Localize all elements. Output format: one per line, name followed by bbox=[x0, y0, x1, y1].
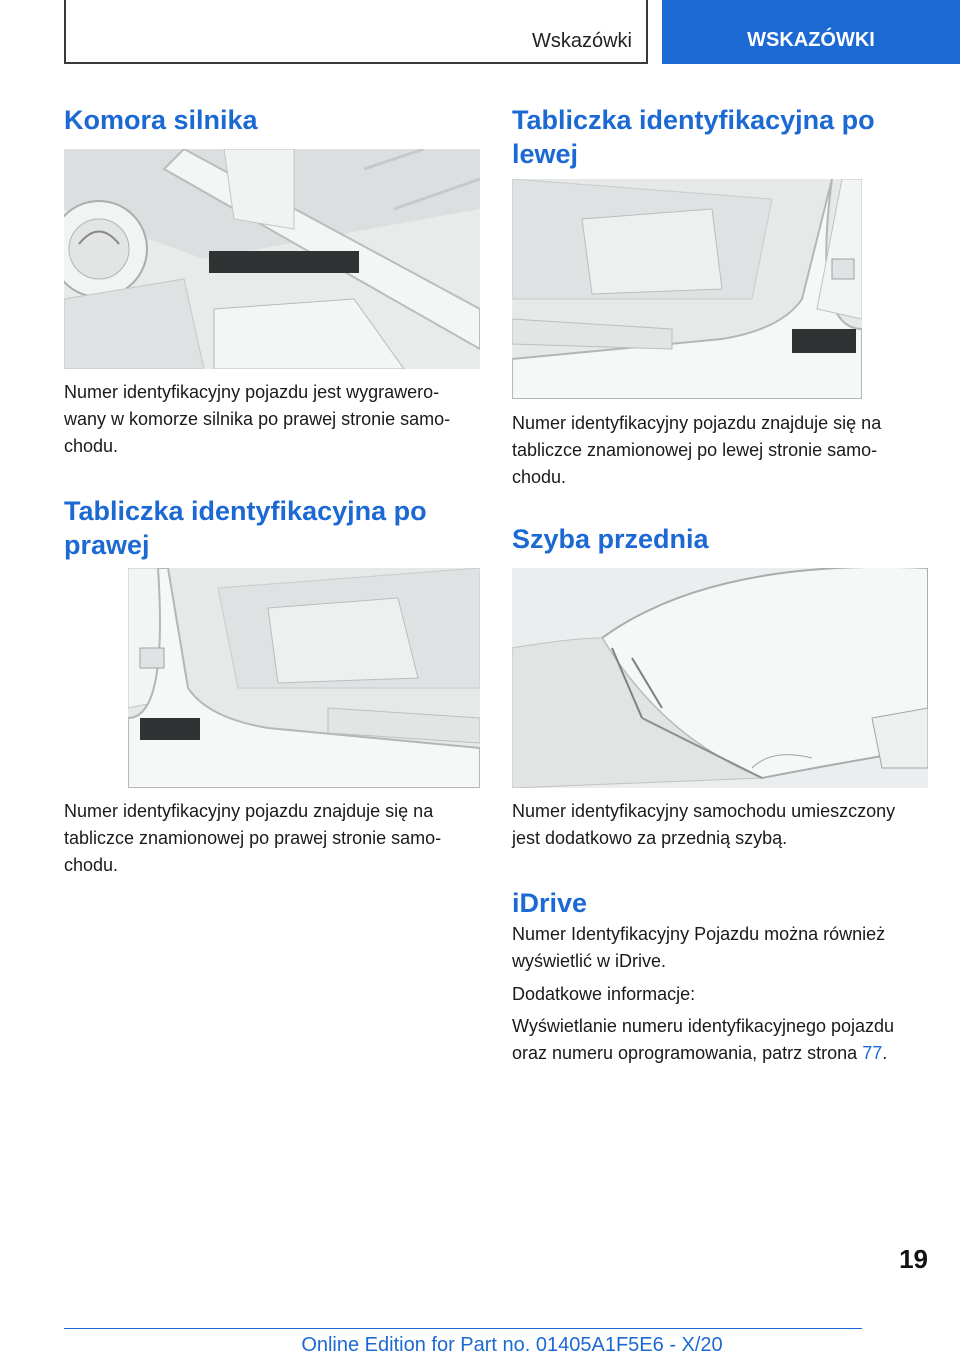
footer-divider bbox=[64, 1328, 862, 1329]
page-number: 19 bbox=[899, 1244, 928, 1274]
see-page-sentence: Wyświetlanie numeru identyfikacyjnego pojazdu oraz numeru oprogramowania, patrz strona bbox=[512, 1016, 895, 1063]
plate-left-image bbox=[512, 179, 862, 399]
heading-plate-left: Tabliczka identyfikacyjna po lewej bbox=[512, 105, 875, 169]
footer-edition-text: Online Edition for Part no. 01405A1F5E6 - X/20 bbox=[301, 1334, 723, 1356]
plate-left-text: Numer identyfikacyjny pojazdu znajduje się na tabliczce znamionowej po lewej stronie samo- chodu. bbox=[512, 413, 882, 487]
windshield-image bbox=[512, 568, 928, 788]
idrive-text: Numer Identyfikacyjny Pojazdu można również wyświetlić w iDrive. bbox=[512, 924, 886, 971]
engine-compartment-text: Numer identyfikacyjny pojazdu jest wygrawero- wany w komorze silnika po prawej stronie samo- chodu. bbox=[64, 382, 451, 456]
chapter-tab[interactable] bbox=[662, 0, 960, 64]
additional-info-label: Dodatkowe informacje: bbox=[512, 984, 696, 1004]
heading-engine-compartment: Komora silnika bbox=[64, 105, 258, 135]
heading-plate-right: Tabliczka identyfikacyjna po prawej bbox=[64, 496, 427, 560]
plate-right-text: Numer identyfikacyjny pojazdu znajduje się na tabliczce znamionowej po prawej stronie samo- chodu. bbox=[64, 801, 442, 875]
chapter-tab-label: WSKAZÓWKI bbox=[747, 29, 875, 51]
heading-windshield: Szyba przednia bbox=[512, 524, 709, 554]
page-link-77[interactable]: 77 bbox=[862, 1043, 883, 1063]
windshield-text: Numer identyfikacyjny samochodu umieszczony jest dodatkowo za przednią szybą. bbox=[512, 801, 896, 848]
header-frame bbox=[64, 0, 648, 64]
plate-right-image bbox=[128, 568, 480, 788]
section-title: Wskazówki bbox=[531, 30, 632, 52]
heading-idrive: iDrive bbox=[512, 888, 588, 918]
see-page-text bbox=[512, 1013, 932, 1067]
engine-compartment-image bbox=[64, 149, 480, 369]
see-page-period: . bbox=[882, 1043, 888, 1063]
